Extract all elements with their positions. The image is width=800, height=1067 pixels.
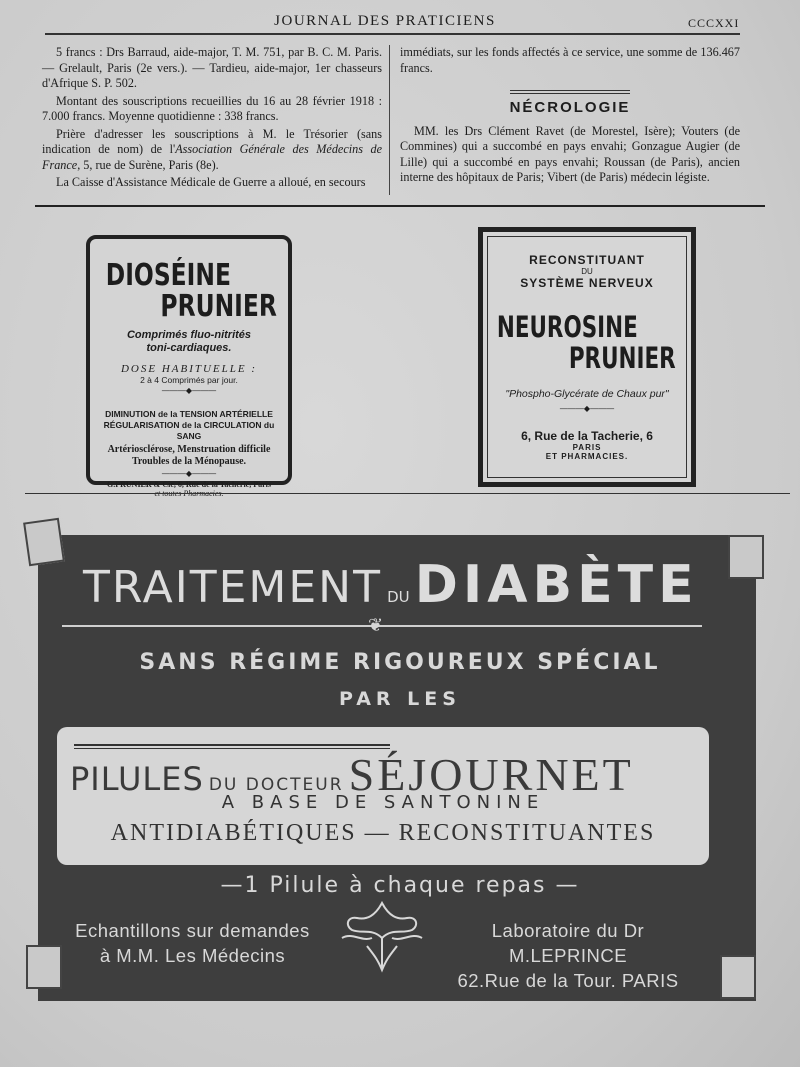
ornament-icon: ———◆———: [161, 469, 217, 478]
dioseine-maker: G.PRUNIER & Cie, 6, Rue de la Tacherie, Paris: [107, 480, 271, 489]
diabete-line-3: PAR LES: [339, 688, 461, 710]
section-divider-2: [25, 493, 790, 494]
neurosine-pharmacies: ET PHARMACIES.: [545, 452, 629, 461]
dioseine-indication-2: RÉGULARISATION de la CIRCULATION du SANG: [103, 420, 275, 441]
ornament-icon: [337, 898, 427, 978]
dioseine-advert: [86, 235, 292, 498]
dioseine-subtitle-1: Comprimés fluo-nitrités: [126, 329, 252, 341]
right-column: [400, 45, 740, 188]
samples-line-2: à M.M. Les Médecins: [99, 945, 286, 966]
association-name: Association Générale des Médecins de France: [42, 142, 382, 172]
neurosine-address: 6, Rue de la Tacherie, 6: [521, 429, 653, 443]
ornament-icon: ———◆———: [559, 404, 615, 413]
pills-name-a: PILULES: [70, 760, 204, 798]
neurosine-advert: [478, 227, 696, 487]
diabete-title: [83, 555, 699, 615]
laboratory-line-1: Laboratoire du Dr M.LEPRINCE: [491, 920, 645, 966]
dioseine-maker-2: et toutes Pharmacies.: [154, 489, 224, 498]
diabete-title-a: TRAITEMENT: [83, 562, 382, 613]
samples-line-1: Echantillons sur demandes: [75, 920, 310, 941]
diabete-title-b: DIABÈTE: [414, 555, 699, 615]
dioseine-indication-3: Artériosclérose, Menstruation difficile: [107, 444, 271, 455]
necrologie-heading: NÉCROLOGIE: [509, 99, 631, 116]
header-rule: [45, 33, 740, 35]
dioseine-dose-label: DOSE HABITUELLE :: [120, 363, 258, 375]
left-paragraph-1: 5 francs : Drs Barraud, aide-major, T. M. 751, par B. C. M. Paris. — Grelault, Paris (2e vers.). — Tardieu, aide-major, 1er chasseurs d'Afrique S. P. 502.: [42, 45, 382, 90]
neurosine-name-1: NEUROSINE: [496, 310, 638, 344]
dioseine-indication-1: DIMINUTION de la TENSION ARTÉRIELLE: [105, 409, 273, 419]
journal-title: JOURNAL DES PRATICIENS: [274, 13, 496, 29]
column-separator: [389, 45, 390, 195]
dioseine-indication-4: Troubles de la Ménopause.: [131, 456, 247, 467]
samples-text: [70, 918, 315, 968]
dioseine-subtitle-2: toni-cardiaques.: [146, 342, 232, 354]
neurosine-line-1: RECONSTITUANT: [529, 253, 645, 267]
diabete-title-du: DU: [387, 588, 410, 606]
right-paragraph-2: MM. les Drs Clément Ravet (de Morestel, Isère); Vouters (de Commines) qui a succombé en pays envahi; Gonzague Augier (de Lille) qui a succombé en pays envahi; Roussan (de Paris), ancien interne des hôpitaux de Paris; Vibert (de Paris) médecin légiste.: [400, 123, 740, 184]
right-paragraph-1: immédiats, sur les fonds affectés à ce service, une somme de 136.467 francs.: [400, 45, 740, 75]
diabete-line-2: SANS RÉGIME RIGOUREUX SPÉCIAL: [139, 650, 661, 675]
corner-ornament-icon: [26, 945, 62, 989]
neurosine-name-2: PRUNIER: [568, 341, 676, 375]
ornament-icon: ❦: [368, 615, 384, 635]
pills-name-c: SÉJOURNET: [348, 749, 634, 800]
pills-dosage: —1 Pilule à chaque repas —: [220, 873, 580, 898]
pills-effects: ANTIDIABÉTIQUES — RECONSTITUANTES: [110, 820, 656, 846]
necrologie-rule: [510, 90, 630, 94]
section-divider: [35, 205, 765, 207]
pills-base: A BASE DE SANTONINE: [221, 792, 545, 813]
ornament-icon: ———◆———: [161, 386, 217, 395]
neurosine-subtitle: "Phospho-Glycérate de Chaux pur": [505, 388, 669, 400]
left-paragraph-3: [42, 127, 382, 174]
neurosine-line-2: DU: [581, 267, 593, 276]
left-paragraph-4: La Caisse d'Assistance Médicale de Guerre a alloué, en secours: [56, 175, 366, 189]
laboratory-line-2: 62.Rue de la Tour. PARIS: [457, 970, 679, 991]
left-column: [42, 45, 382, 193]
left-paragraph-3-a: Prière d'adresser les souscriptions à M. le Trésorier (sans indication de nom) de l': [42, 126, 382, 156]
dioseine-name-2: PRUNIER: [160, 289, 277, 324]
corner-ornament-icon: [720, 955, 756, 999]
neurosine-city: PARIS: [572, 443, 602, 452]
neurosine-line-3: SYSTÈME NERVEUX: [520, 276, 654, 290]
dioseine-dose-value: 2 à 4 Comprimés par jour.: [140, 375, 238, 385]
page-number: CCCXXI: [688, 16, 740, 30]
corner-ornament-icon: [728, 535, 764, 579]
left-paragraph-3-b: , 5, rue de Surène, Paris (8e).: [77, 157, 219, 172]
dioseine-name-1: DIOSÉINE: [105, 258, 231, 293]
pills-name-b: DU DOCTEUR: [208, 775, 344, 795]
corner-ornament-icon: [23, 518, 65, 567]
neurosine-inner-frame: [487, 236, 687, 478]
left-paragraph-2: Montant des souscriptions recueillies du 16 au 28 février 1918 : 7.000 francs. Moyenne quotidienne : 338 francs.: [42, 93, 382, 123]
laboratory-text: [443, 918, 693, 993]
